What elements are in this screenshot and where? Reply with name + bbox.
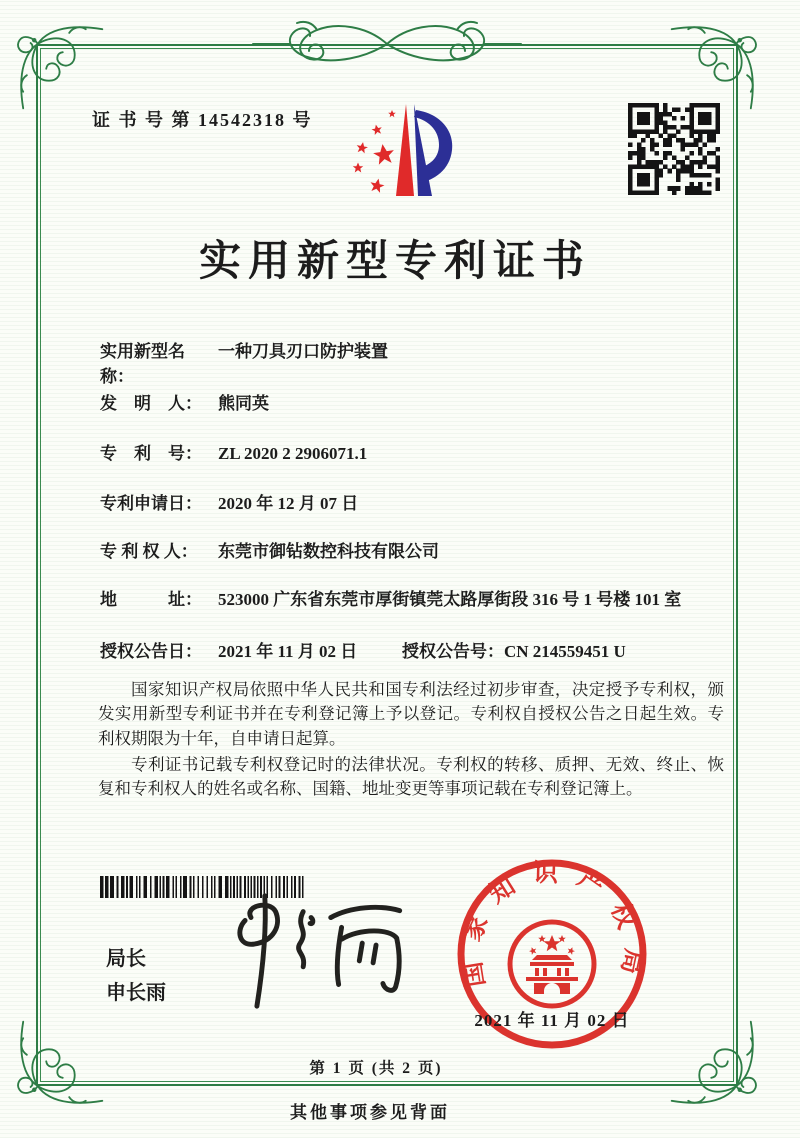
top-center-ornament-icon: [247, 18, 527, 70]
field-value: 523000 广东省东莞市厚街镇莞太路厚街段 316 号 1 号楼 101 室: [218, 590, 682, 609]
back-side-note: 其他事项参见背面: [290, 1103, 450, 1122]
field-value: 一种刀具刃口防护装置: [218, 342, 388, 361]
page-number: 第 1 页 (共 2 页): [309, 1060, 443, 1077]
grant-number-group: [402, 640, 626, 665]
corner-flourish-icon: [668, 20, 760, 112]
field-label: 授权公告日：: [100, 642, 202, 661]
corner-flourish-icon: [14, 20, 106, 112]
national-emblem-icon: [510, 922, 594, 1006]
certificate-title: 实用新型专利证书: [198, 239, 591, 285]
legal-text-block: [98, 678, 724, 803]
field-value: CN 214559451 U: [504, 642, 626, 661]
field-label: 授权公告号：: [402, 642, 504, 661]
grant-date-group: [100, 640, 357, 665]
corner-flourish-icon: [14, 1018, 106, 1110]
seal-date: 2021 年 11 月 02 日: [474, 1011, 630, 1030]
field-label: 专 利 号：: [100, 444, 202, 463]
legal-paragraph: 专利证书记载专利权登记时的法律状况。专利权的转移、质押、无效、终止、恢复和专利权人的姓名或名称、国籍、地址变更等事项记载在专利登记簿上。: [98, 754, 724, 798]
field-row-filing-date: [100, 492, 725, 517]
cnipa-logo-icon: [344, 98, 456, 202]
field-value: 熊同英: [218, 394, 269, 413]
corner-flourish-icon: [668, 1018, 760, 1110]
field-value: ZL 2020 2 2906071.1: [218, 444, 368, 463]
field-label: 专利申请日：: [100, 494, 202, 513]
officer-title: 局长: [106, 948, 146, 970]
field-value: 2021 年 11 月 02 日: [218, 642, 358, 661]
field-label: 地 址：: [100, 590, 202, 609]
field-label: 实用新型名称：: [100, 342, 185, 386]
field-value: 2020 年 12 月 07 日: [218, 494, 359, 513]
legal-paragraph: 国家知识产权局依照中华人民共和国专利法经过初步审查，决定授予专利权，颁发实用新型专利证书并在专利登记簿上予以登记。专利权自授权公告之日起生效。专利权期限为十年，自申请日起算。: [98, 680, 724, 748]
field-label: 专 利 权 人：: [100, 542, 198, 561]
director-signature-icon: [205, 888, 425, 1016]
field-row-name: [100, 340, 725, 389]
field-value: 东莞市御钻数控科技有限公司: [218, 542, 439, 561]
field-row-inventor: [100, 392, 725, 417]
field-row-patentee: [100, 540, 725, 565]
seal-ring-text: 国家知识产权局: [456, 859, 648, 994]
field-label: 发 明 人：: [100, 394, 202, 413]
field-row-address: [100, 588, 725, 640]
certificate-number: 证 书 号 第 14542318 号: [92, 110, 313, 130]
field-row-grant: [100, 640, 725, 666]
field-row-patent-number: [100, 442, 725, 467]
svg-text:国家知识产权局: [456, 859, 648, 993]
officer-name: 申长雨: [106, 982, 166, 1004]
qr-code: [628, 103, 720, 195]
